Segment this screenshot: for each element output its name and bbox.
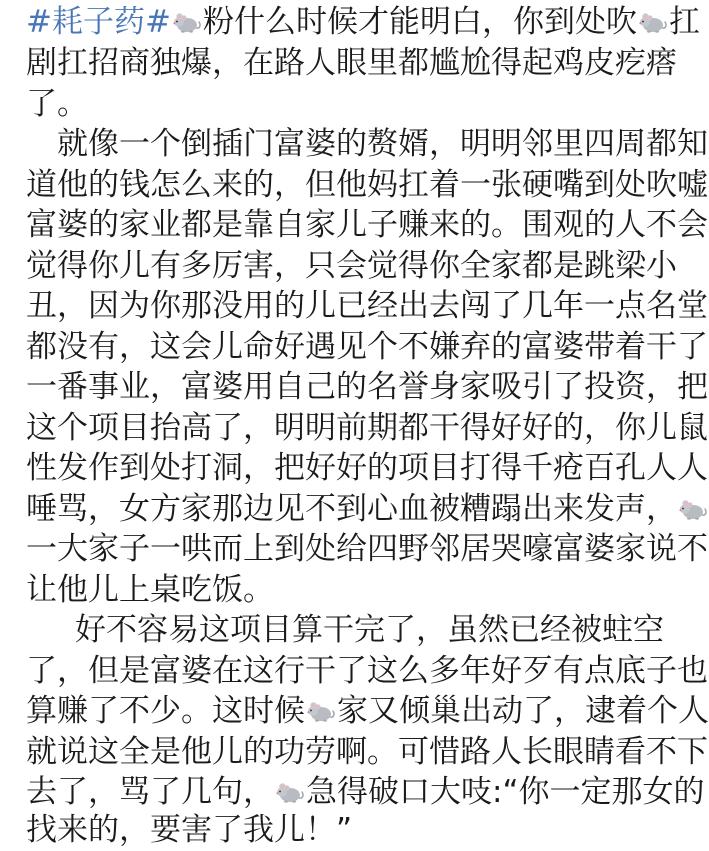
text-run: 这个项目抬高了，明明前期都干得好好的，你儿鼠 [26,410,708,446]
text-run: 一大家子一哄而上到处给四野邻居哭嚎富婆家说不 [26,531,708,567]
text-line [26,810,352,850]
text-run: 让他儿上桌吃饭。 [26,572,274,608]
text-line [26,570,274,610]
mouse-icon [275,779,305,805]
text-run: 剧扛招商独爆，在路人眼里都尴尬得起鸡皮疙瘩 [26,45,677,81]
text-line [26,2,700,42]
text-line [26,165,708,205]
text-run: 就像一个倒插门富婆的赘婿，明明邻里四周都知 [57,126,708,162]
text-run: 都没有，这会儿命好遇见个不嫌弃的富婆带着干了 [26,329,708,365]
text-line [26,84,88,124]
text-run: 家又倾巢出动了，逮着个人 [337,693,709,729]
text-line [26,43,677,83]
text-line [26,205,708,245]
text-run: 了，但是富婆在这行干了这么多年好歹有点底子也 [26,653,708,689]
text-line [26,327,708,367]
text-run: 好不容易这项目算干完了，虽然已经被蛀空 [75,612,664,648]
text-run: 找来的，要害了我儿！” [26,812,353,848]
text-line [26,772,705,812]
mouse-icon [638,9,668,35]
text-line [26,529,708,569]
text-line [26,246,677,286]
text-run: 粉什么时候才能明白，你到处吹 [202,4,637,40]
text-run: 了。 [26,86,88,122]
text-line [26,367,708,407]
text-run: 一番事业，富婆用自己的名誉身家吸引了投资，把 [26,369,708,405]
mouse-icon [172,9,202,35]
text-line [26,651,708,691]
text-run: 急得破口大吱:“你一定那女的 [306,774,705,810]
text-run: 扛 [668,4,700,40]
text-run: 觉得你儿有多厉害，只会觉得你全家都是跳梁小 [26,248,677,284]
text-run: 去了，骂了几句， [26,774,274,810]
text-run: 就说这全是他儿的功劳啊。可惜路人长眼睛看不下 [26,734,708,770]
text-run: 唾骂，女方家那边见不到心血被糟蹋出来发声， [26,491,677,527]
text-line [26,448,708,488]
text-run: 算赚了不少。这时候 [26,693,305,729]
text-line [26,286,708,326]
text-line [57,124,708,164]
text-run: 丑，因为你那没用的儿已经出去闯了几年一点名堂 [26,288,708,324]
hashtag-link[interactable]: #耗子药# [26,4,171,40]
text-line [26,732,708,772]
text-line [26,408,708,448]
text-run: 富婆的家业都是靠自家儿子赚来的。围观的人不会 [26,207,708,243]
text-run: 道他的钱怎么来的，但他妈扛着一张硬嘴到处吹嘘 [26,167,708,203]
mouse-icon [306,698,336,724]
text-line [75,610,664,650]
mouse-icon [678,496,708,522]
text-line [26,691,709,731]
text-run: 性发作到处打洞，把好好的项目打得千疮百孔人人 [26,450,708,486]
text-line [26,489,709,529]
